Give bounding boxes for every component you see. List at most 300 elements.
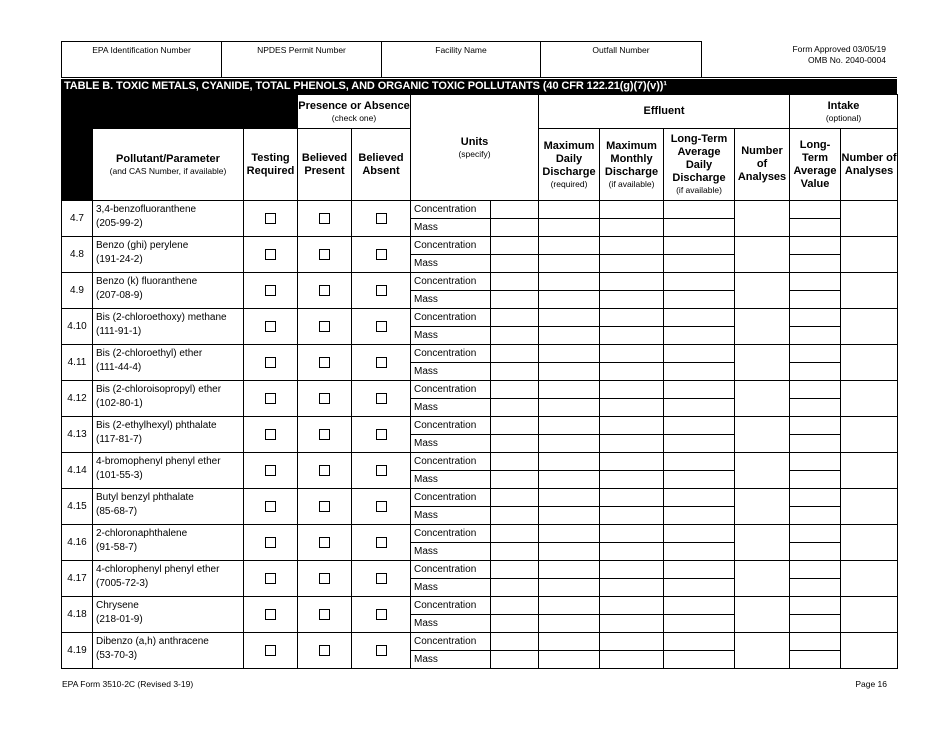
unit-label-concentration: Concentration bbox=[411, 489, 491, 507]
max-daily-concentration-input[interactable] bbox=[539, 237, 600, 255]
long-term-mass-input[interactable] bbox=[664, 291, 735, 309]
unit-label-concentration: Concentration bbox=[411, 417, 491, 435]
max-monthly-concentration-input[interactable] bbox=[600, 489, 664, 507]
max-daily-concentration-input[interactable] bbox=[539, 273, 600, 291]
testing-required-checkbox[interactable] bbox=[265, 321, 276, 332]
max-monthly-mass-input[interactable] bbox=[600, 651, 664, 669]
testing-required-checkbox[interactable] bbox=[265, 501, 276, 512]
long-term-concentration-input[interactable] bbox=[664, 633, 735, 651]
believed-present-checkbox[interactable] bbox=[319, 501, 330, 512]
believed-absent-checkbox[interactable] bbox=[376, 285, 387, 296]
long-term-concentration-input[interactable] bbox=[664, 237, 735, 255]
num-analyses-input[interactable] bbox=[735, 237, 790, 273]
long-term-concentration-input[interactable] bbox=[664, 273, 735, 291]
intake-lt-avg-concentration-input[interactable] bbox=[790, 489, 841, 507]
num-analyses-input[interactable] bbox=[735, 597, 790, 633]
long-term-concentration-input[interactable] bbox=[664, 201, 735, 219]
intake-num-analyses-input[interactable] bbox=[841, 525, 898, 561]
table-row bbox=[62, 417, 898, 435]
long-term-mass-input[interactable] bbox=[664, 219, 735, 237]
form-number: EPA Form 3510-2C (Revised 3-19) bbox=[62, 679, 194, 689]
num-analyses-input[interactable] bbox=[735, 381, 790, 417]
intake-lt-avg-mass-input[interactable] bbox=[790, 471, 841, 489]
intake-lt-avg-concentration-input[interactable] bbox=[790, 525, 841, 543]
believed-absent-checkbox[interactable] bbox=[376, 501, 387, 512]
intake-lt-avg-mass-input[interactable] bbox=[790, 579, 841, 597]
unit-input-concentration[interactable] bbox=[491, 237, 539, 255]
believed-absent-checkbox[interactable] bbox=[376, 573, 387, 584]
max-daily-mass-input[interactable] bbox=[539, 651, 600, 669]
intake-lt-avg-mass-input[interactable] bbox=[790, 291, 841, 309]
pollutant-name bbox=[93, 381, 244, 417]
unit-input-mass[interactable] bbox=[491, 435, 539, 453]
long-term-mass-input[interactable] bbox=[664, 327, 735, 345]
pollutant-label: Dibenzo (a,h) anthracene bbox=[96, 636, 209, 647]
believed-absent-checkbox[interactable] bbox=[376, 537, 387, 548]
max-monthly-concentration-input[interactable] bbox=[600, 633, 664, 651]
header-black-fill bbox=[93, 95, 244, 129]
unit-input-concentration[interactable] bbox=[491, 489, 539, 507]
max-monthly-mass-input[interactable] bbox=[600, 615, 664, 633]
believed-absent-checkbox[interactable] bbox=[376, 609, 387, 620]
row-number: 4.11 bbox=[62, 345, 93, 381]
cas-number: (91-58-7) bbox=[96, 542, 138, 553]
testing-required-cell bbox=[244, 525, 298, 561]
believed-absent-cell bbox=[352, 309, 411, 345]
testing-required-checkbox[interactable] bbox=[265, 213, 276, 224]
unit-input-mass[interactable] bbox=[491, 219, 539, 237]
intake-num-analyses-input[interactable] bbox=[841, 201, 898, 237]
max-daily-concentration-input[interactable] bbox=[539, 453, 600, 471]
long-term-concentration-input[interactable] bbox=[664, 489, 735, 507]
unit-input-concentration[interactable] bbox=[491, 633, 539, 651]
unit-input-concentration[interactable] bbox=[491, 525, 539, 543]
believed-present-checkbox[interactable] bbox=[319, 393, 330, 404]
max-daily-concentration-input[interactable] bbox=[539, 597, 600, 615]
table-row bbox=[62, 309, 898, 327]
long-term-mass-input[interactable] bbox=[664, 579, 735, 597]
intake-num-analyses-input[interactable] bbox=[841, 597, 898, 633]
intake-lt-avg-mass-input[interactable] bbox=[790, 615, 841, 633]
num-analyses-input[interactable] bbox=[735, 273, 790, 309]
max-daily-concentration-input[interactable] bbox=[539, 417, 600, 435]
long-term-mass-input[interactable] bbox=[664, 507, 735, 525]
units-sub: (specify) bbox=[458, 148, 491, 159]
testing-required-cell bbox=[244, 453, 298, 489]
intake-num-analyses-input[interactable] bbox=[841, 381, 898, 417]
table-row bbox=[62, 345, 898, 363]
unit-label-concentration: Concentration bbox=[411, 597, 491, 615]
long-term-concentration-input[interactable] bbox=[664, 309, 735, 327]
believed-absent-checkbox[interactable] bbox=[376, 213, 387, 224]
believed-absent-header bbox=[352, 129, 411, 201]
table-title: TABLE B. TOXIC METALS, CYANIDE, TOTAL PHENOLS, AND ORGANIC TOXIC POLLUTANTS (40 CFR 122.21(g)(7)(v))¹ bbox=[61, 79, 897, 94]
intake-lt-avg-concentration-input[interactable] bbox=[790, 309, 841, 327]
pollutant-label: Chrysene bbox=[96, 600, 139, 611]
num-analyses-input[interactable] bbox=[735, 561, 790, 597]
intake-sub: (optional) bbox=[825, 112, 862, 123]
unit-input-concentration[interactable] bbox=[491, 309, 539, 327]
testing-required-checkbox[interactable] bbox=[265, 465, 276, 476]
unit-label-concentration: Concentration bbox=[411, 237, 491, 255]
pollutant-label: Bis (2-chloroethyl) ether bbox=[96, 348, 203, 359]
row-number: 4.19 bbox=[62, 633, 93, 669]
long-term-title: Long-Term Average Daily Discharge bbox=[670, 133, 728, 184]
intake-num-analyses-input[interactable] bbox=[841, 561, 898, 597]
unit-input-concentration[interactable] bbox=[491, 597, 539, 615]
believed-present-checkbox[interactable] bbox=[319, 321, 330, 332]
num-analyses-input[interactable] bbox=[735, 489, 790, 525]
intake-num-analyses-input[interactable] bbox=[841, 273, 898, 309]
intake-lt-avg-concentration-input[interactable] bbox=[790, 381, 841, 399]
intake-lt-avg-concentration-input[interactable] bbox=[790, 237, 841, 255]
believed-absent-cell bbox=[352, 597, 411, 633]
long-term-concentration-input[interactable] bbox=[664, 561, 735, 579]
testing-required-cell bbox=[244, 489, 298, 525]
intake-lt-avg-mass-input[interactable] bbox=[790, 507, 841, 525]
cas-number: (191-24-2) bbox=[96, 254, 143, 265]
long-term-mass-input[interactable] bbox=[664, 399, 735, 417]
pollutant-header bbox=[93, 129, 244, 201]
unit-input-mass[interactable] bbox=[491, 255, 539, 273]
num-analyses-input[interactable] bbox=[735, 633, 790, 669]
testing-required-cell bbox=[244, 309, 298, 345]
intake-lt-avg-concentration-input[interactable] bbox=[790, 453, 841, 471]
believed-absent-checkbox[interactable] bbox=[376, 645, 387, 656]
table-row bbox=[62, 597, 898, 615]
intake-num-analyses-input[interactable] bbox=[841, 345, 898, 381]
max-daily-concentration-input[interactable] bbox=[539, 525, 600, 543]
intake-lt-avg-mass-input[interactable] bbox=[790, 543, 841, 561]
lt-avg-header bbox=[790, 129, 841, 201]
testing-title: Testing Required bbox=[246, 151, 295, 177]
max-monthly-mass-input[interactable] bbox=[600, 507, 664, 525]
max-monthly-concentration-input[interactable] bbox=[600, 237, 664, 255]
pollutant-label: Bis (2-chloroethoxy) methane bbox=[96, 312, 227, 323]
max-daily-mass-input[interactable] bbox=[539, 327, 600, 345]
num-analyses-input[interactable] bbox=[735, 525, 790, 561]
max-daily-mass-input[interactable] bbox=[539, 363, 600, 381]
num-analyses-input[interactable] bbox=[735, 201, 790, 237]
testing-required-checkbox[interactable] bbox=[265, 249, 276, 260]
believed-present-checkbox[interactable] bbox=[319, 609, 330, 620]
pollutant-name bbox=[93, 273, 244, 309]
max-monthly-mass-input[interactable] bbox=[600, 435, 664, 453]
cas-number: (111-44-4) bbox=[96, 362, 142, 373]
believed-present-checkbox[interactable] bbox=[319, 249, 330, 260]
units-header bbox=[411, 95, 539, 201]
pollutant-label: 4-bromophenyl phenyl ether bbox=[96, 456, 221, 467]
unit-input-mass[interactable] bbox=[491, 471, 539, 489]
max-daily-mass-input[interactable] bbox=[539, 255, 600, 273]
max-monthly-concentration-input[interactable] bbox=[600, 597, 664, 615]
long-term-sub: (if available) bbox=[676, 185, 722, 195]
believed-present-checkbox[interactable] bbox=[319, 645, 330, 656]
cas-number: (53-70-3) bbox=[96, 650, 138, 661]
intake-lt-avg-mass-input[interactable] bbox=[790, 363, 841, 381]
unit-input-concentration[interactable] bbox=[491, 273, 539, 291]
row-number: 4.12 bbox=[62, 381, 93, 417]
effluent-header bbox=[539, 95, 790, 129]
believed-absent-checkbox[interactable] bbox=[376, 465, 387, 476]
believed-absent-checkbox[interactable] bbox=[376, 249, 387, 260]
testing-required-cell bbox=[244, 237, 298, 273]
max-monthly-mass-input[interactable] bbox=[600, 399, 664, 417]
row-number: 4.13 bbox=[62, 417, 93, 453]
testing-required-checkbox[interactable] bbox=[265, 573, 276, 584]
long-term-mass-input[interactable] bbox=[664, 435, 735, 453]
num-analyses-header bbox=[735, 129, 790, 201]
intake-num-analyses-input[interactable] bbox=[841, 309, 898, 345]
outfall-number-field[interactable] bbox=[540, 41, 702, 78]
max-daily-mass-input[interactable] bbox=[539, 471, 600, 489]
believed-present-checkbox[interactable] bbox=[319, 537, 330, 548]
max-monthly-concentration-input[interactable] bbox=[600, 345, 664, 363]
intake-num-analyses-input[interactable] bbox=[841, 237, 898, 273]
row-number: 4.8 bbox=[62, 237, 93, 273]
unit-input-concentration[interactable] bbox=[491, 453, 539, 471]
max-daily-concentration-input[interactable] bbox=[539, 309, 600, 327]
epa-id-label: EPA Identification Number bbox=[92, 45, 191, 55]
pollutant-name bbox=[93, 309, 244, 345]
max-monthly-mass-input[interactable] bbox=[600, 579, 664, 597]
num-analyses-input[interactable] bbox=[735, 345, 790, 381]
believed-present-checkbox[interactable] bbox=[319, 285, 330, 296]
unit-label-mass: Mass bbox=[411, 435, 491, 453]
believed-present-checkbox[interactable] bbox=[319, 465, 330, 476]
row-number: 4.10 bbox=[62, 309, 93, 345]
form-approved-date: Form Approved 03/05/19 bbox=[792, 44, 886, 54]
num-analyses-input[interactable] bbox=[735, 309, 790, 345]
testing-required-checkbox[interactable] bbox=[265, 285, 276, 296]
testing-required-checkbox[interactable] bbox=[265, 393, 276, 404]
long-term-mass-input[interactable] bbox=[664, 615, 735, 633]
intake-num-analyses-input[interactable] bbox=[841, 633, 898, 669]
top-fields-bottom-line bbox=[61, 77, 897, 78]
believed-present-cell bbox=[298, 345, 352, 381]
pollutant-name bbox=[93, 345, 244, 381]
max-monthly-concentration-input[interactable] bbox=[600, 525, 664, 543]
intake-lt-avg-mass-input[interactable] bbox=[790, 255, 841, 273]
unit-label-concentration: Concentration bbox=[411, 633, 491, 651]
intake-lt-avg-concentration-input[interactable] bbox=[790, 633, 841, 651]
believed-present-checkbox[interactable] bbox=[319, 573, 330, 584]
long-term-concentration-input[interactable] bbox=[664, 345, 735, 363]
unit-label-mass: Mass bbox=[411, 579, 491, 597]
believed-absent-cell bbox=[352, 201, 411, 237]
intake-lt-avg-concentration-input[interactable] bbox=[790, 417, 841, 435]
believed-absent-cell bbox=[352, 273, 411, 309]
header-black-fill-2 bbox=[244, 95, 298, 129]
max-monthly-concentration-input[interactable] bbox=[600, 453, 664, 471]
believed-present-checkbox[interactable] bbox=[319, 357, 330, 368]
max-daily-title: Maximum Daily Discharge bbox=[542, 139, 596, 178]
units-title: Units bbox=[460, 135, 489, 148]
facility-name-field[interactable] bbox=[381, 41, 540, 78]
pollutant-name bbox=[93, 489, 244, 525]
testing-required-checkbox[interactable] bbox=[265, 429, 276, 440]
unit-label-mass: Mass bbox=[411, 291, 491, 309]
unit-label-mass: Mass bbox=[411, 327, 491, 345]
long-term-mass-input[interactable] bbox=[664, 255, 735, 273]
unit-input-mass[interactable] bbox=[491, 327, 539, 345]
long-term-mass-input[interactable] bbox=[664, 543, 735, 561]
max-daily-mass-input[interactable] bbox=[539, 219, 600, 237]
max-monthly-mass-input[interactable] bbox=[600, 363, 664, 381]
unit-input-mass[interactable] bbox=[491, 651, 539, 669]
intake-num-analyses-input[interactable] bbox=[841, 453, 898, 489]
unit-label-mass: Mass bbox=[411, 543, 491, 561]
long-term-mass-input[interactable] bbox=[664, 651, 735, 669]
max-monthly-concentration-input[interactable] bbox=[600, 309, 664, 327]
testing-required-cell bbox=[244, 597, 298, 633]
intake-lt-avg-concentration-input[interactable] bbox=[790, 201, 841, 219]
max-daily-mass-input[interactable] bbox=[539, 579, 600, 597]
table-row bbox=[62, 201, 898, 219]
intake-lt-avg-concentration-input[interactable] bbox=[790, 561, 841, 579]
row-number: 4.18 bbox=[62, 597, 93, 633]
believed-present-checkbox[interactable] bbox=[319, 429, 330, 440]
believed-present-cell bbox=[298, 273, 352, 309]
unit-label-mass: Mass bbox=[411, 363, 491, 381]
max-monthly-concentration-input[interactable] bbox=[600, 381, 664, 399]
max-daily-mass-input[interactable] bbox=[539, 399, 600, 417]
long-term-concentration-input[interactable] bbox=[664, 525, 735, 543]
unit-input-concentration[interactable] bbox=[491, 381, 539, 399]
max-daily-concentration-input[interactable] bbox=[539, 381, 600, 399]
unit-input-concentration[interactable] bbox=[491, 561, 539, 579]
num-analyses-input[interactable] bbox=[735, 453, 790, 489]
cas-number: (218-01-9) bbox=[96, 614, 143, 625]
long-term-concentration-input[interactable] bbox=[664, 417, 735, 435]
unit-label-concentration: Concentration bbox=[411, 201, 491, 219]
unit-label-concentration: Concentration bbox=[411, 381, 491, 399]
epa-id-field[interactable] bbox=[61, 41, 221, 78]
unit-label-mass: Mass bbox=[411, 399, 491, 417]
intake-lt-avg-concentration-input[interactable] bbox=[790, 273, 841, 291]
believed-present-cell bbox=[298, 453, 352, 489]
max-daily-concentration-input[interactable] bbox=[539, 345, 600, 363]
unit-input-mass[interactable] bbox=[491, 363, 539, 381]
long-term-mass-input[interactable] bbox=[664, 471, 735, 489]
believed-absent-checkbox[interactable] bbox=[376, 393, 387, 404]
believed-present-checkbox[interactable] bbox=[319, 213, 330, 224]
intake-num-analyses-input[interactable] bbox=[841, 489, 898, 525]
max-monthly-concentration-input[interactable] bbox=[600, 417, 664, 435]
max-monthly-mass-input[interactable] bbox=[600, 327, 664, 345]
believed-absent-cell bbox=[352, 561, 411, 597]
cas-number: (85-68-7) bbox=[96, 506, 138, 517]
unit-label-mass: Mass bbox=[411, 615, 491, 633]
pollutant-name bbox=[93, 633, 244, 669]
testing-required-checkbox[interactable] bbox=[265, 357, 276, 368]
testing-required-cell bbox=[244, 273, 298, 309]
max-daily-header bbox=[539, 129, 600, 201]
believed-absent-cell bbox=[352, 633, 411, 669]
believed-absent-checkbox[interactable] bbox=[376, 429, 387, 440]
intake-lt-avg-mass-input[interactable] bbox=[790, 651, 841, 669]
intake-lt-avg-mass-input[interactable] bbox=[790, 327, 841, 345]
unit-input-mass[interactable] bbox=[491, 291, 539, 309]
max-monthly-concentration-input[interactable] bbox=[600, 561, 664, 579]
cas-number: (207-08-9) bbox=[96, 290, 143, 301]
intake-lt-avg-mass-input[interactable] bbox=[790, 435, 841, 453]
cas-number: (102-80-1) bbox=[96, 398, 143, 409]
table-row bbox=[62, 273, 898, 291]
table-row bbox=[62, 489, 898, 507]
long-term-mass-input[interactable] bbox=[664, 363, 735, 381]
row-number: 4.16 bbox=[62, 525, 93, 561]
max-daily-mass-input[interactable] bbox=[539, 543, 600, 561]
believed-absent-cell bbox=[352, 453, 411, 489]
max-monthly-mass-input[interactable] bbox=[600, 291, 664, 309]
believed-absent-checkbox[interactable] bbox=[376, 357, 387, 368]
max-daily-concentration-input[interactable] bbox=[539, 489, 600, 507]
max-daily-concentration-input[interactable] bbox=[539, 201, 600, 219]
table-row bbox=[62, 525, 898, 543]
max-monthly-concentration-input[interactable] bbox=[600, 201, 664, 219]
unit-input-mass[interactable] bbox=[491, 615, 539, 633]
max-monthly-concentration-input[interactable] bbox=[600, 273, 664, 291]
intake-lt-avg-mass-input[interactable] bbox=[790, 219, 841, 237]
row-number: 4.17 bbox=[62, 561, 93, 597]
max-daily-concentration-input[interactable] bbox=[539, 633, 600, 651]
max-monthly-mass-input[interactable] bbox=[600, 255, 664, 273]
believed-absent-cell bbox=[352, 381, 411, 417]
num-analyses-input[interactable] bbox=[735, 417, 790, 453]
long-term-concentration-input[interactable] bbox=[664, 597, 735, 615]
testing-required-checkbox[interactable] bbox=[265, 537, 276, 548]
intake-lt-avg-mass-input[interactable] bbox=[790, 399, 841, 417]
pollutant-name bbox=[93, 453, 244, 489]
max-monthly-mass-input[interactable] bbox=[600, 543, 664, 561]
npdes-permit-field[interactable] bbox=[221, 41, 381, 78]
unit-input-concentration[interactable] bbox=[491, 345, 539, 363]
unit-input-concentration[interactable] bbox=[491, 201, 539, 219]
max-daily-mass-input[interactable] bbox=[539, 615, 600, 633]
testing-required-checkbox[interactable] bbox=[265, 609, 276, 620]
unit-label-concentration: Concentration bbox=[411, 309, 491, 327]
max-daily-sub: (required) bbox=[550, 178, 588, 189]
believed-absent-checkbox[interactable] bbox=[376, 321, 387, 332]
max-daily-concentration-input[interactable] bbox=[539, 561, 600, 579]
unit-input-mass[interactable] bbox=[491, 399, 539, 417]
intake-num-analyses-input[interactable] bbox=[841, 417, 898, 453]
max-monthly-mass-input[interactable] bbox=[600, 471, 664, 489]
intake-title: Intake bbox=[827, 99, 860, 112]
long-term-concentration-input[interactable] bbox=[664, 453, 735, 471]
unit-input-mass[interactable] bbox=[491, 543, 539, 561]
max-monthly-title: Maximum Monthly Discharge bbox=[604, 139, 659, 178]
unit-input-concentration[interactable] bbox=[491, 417, 539, 435]
unit-input-mass[interactable] bbox=[491, 579, 539, 597]
unit-label-concentration: Concentration bbox=[411, 525, 491, 543]
intake-lt-avg-concentration-input[interactable] bbox=[790, 345, 841, 363]
max-daily-mass-input[interactable] bbox=[539, 291, 600, 309]
believed-absent-cell bbox=[352, 345, 411, 381]
intake-lt-avg-concentration-input[interactable] bbox=[790, 597, 841, 615]
max-daily-mass-input[interactable] bbox=[539, 435, 600, 453]
max-daily-mass-input[interactable] bbox=[539, 507, 600, 525]
unit-input-mass[interactable] bbox=[491, 507, 539, 525]
testing-required-checkbox[interactable] bbox=[265, 645, 276, 656]
row-number: 4.9 bbox=[62, 273, 93, 309]
believed-present-cell bbox=[298, 381, 352, 417]
row-number: 4.7 bbox=[62, 201, 93, 237]
pollutant-name bbox=[93, 525, 244, 561]
max-monthly-mass-input[interactable] bbox=[600, 219, 664, 237]
long-term-concentration-input[interactable] bbox=[664, 381, 735, 399]
